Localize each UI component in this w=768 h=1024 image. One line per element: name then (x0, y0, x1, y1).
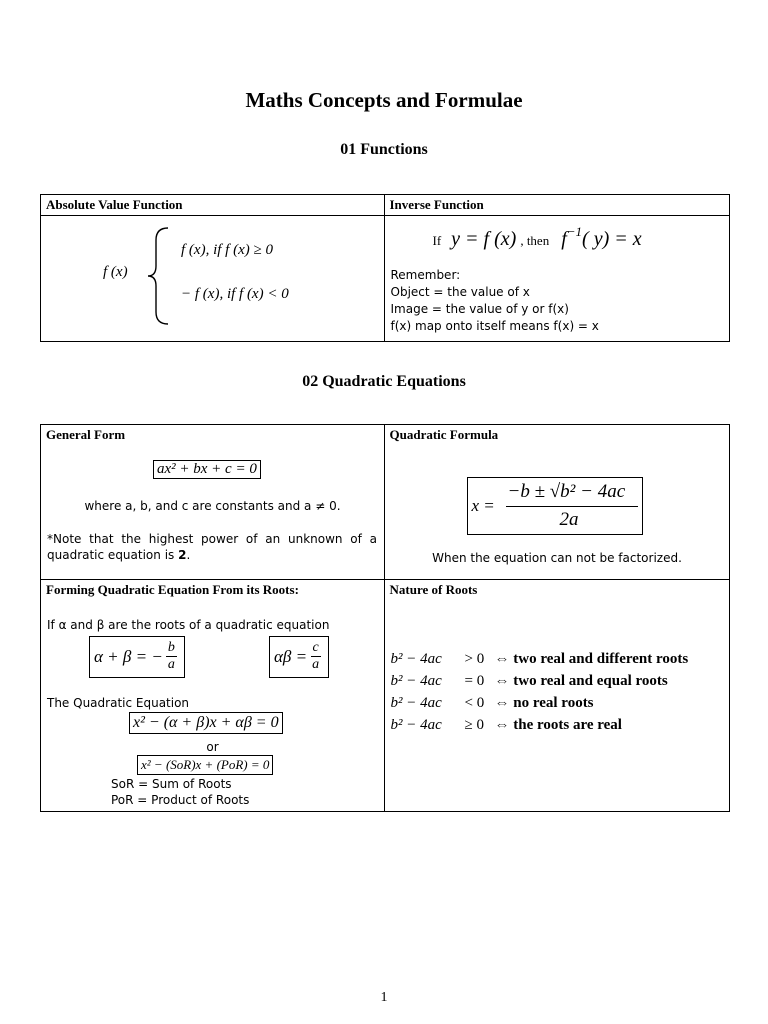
eq-inverse: $f^{-1}$( y) = x (561, 224, 642, 251)
then-word: , then (520, 233, 550, 249)
equation-alt: x² − (SoR)x + (PoR) = 0 (137, 755, 273, 775)
header-general-form: General Form (46, 427, 126, 442)
forming-equation-cell (41, 580, 385, 812)
nature-row-nonnegative: b² − 4ac ≥ 0 ⇔ the roots are real (390, 717, 622, 733)
inverse-notes (391, 267, 599, 335)
equation-main: x² − (α + β)x + αβ = 0 (129, 712, 283, 734)
sor-definition: SoR = Sum of Roots (111, 777, 232, 791)
formula-lhs: x = (471, 496, 495, 515)
sum-of-roots-box: α + β = − $\frac{b}{a}$ (89, 636, 185, 678)
abs-case-positive: f (x), if f (x) ≥ 0 (181, 242, 273, 258)
quadratic-formula-caption: When the equation can not be factorized. (432, 551, 682, 565)
header-absolute-value: Absolute Value Function (41, 195, 385, 216)
header-quadratic-formula: Quadratic Formula (389, 427, 499, 442)
general-form-where: where a, b, and c are constants and a ≠ 0. (84, 499, 341, 513)
abs-case-negative: − f (x), if f (x) < 0 (181, 286, 289, 302)
document-title: Maths Concepts and Formulae (245, 88, 523, 112)
nature-of-roots-list (391, 648, 689, 736)
roots-intro: If α and β are the roots of a quadratic equation (47, 618, 330, 632)
note-image: Image = the value of y or f(x) (390, 302, 569, 316)
por-definition: PoR = Product of Roots (111, 793, 250, 807)
product-of-roots-box: αβ = $\frac{c}{a}$ (269, 636, 329, 678)
left-brace-icon (146, 226, 172, 326)
quadratic-formula-cell (384, 425, 730, 580)
general-form-formula: ax² + bx + c = 0 (153, 460, 261, 479)
quadratic-table (40, 424, 730, 812)
nature-row-zero: b² − 4ac = 0 ⇔ two real and equal roots (390, 673, 668, 689)
if-word: If (432, 233, 442, 249)
note-map-itself: f(x) map onto itself means f(x) = x (390, 319, 599, 333)
sor-por-legend (111, 776, 249, 808)
section-heading-quadratic: 02 Quadratic Equations (302, 373, 466, 390)
formula-denominator: 2a (559, 509, 579, 530)
nature-of-roots-cell (384, 580, 730, 812)
abs-lhs: f (x) (103, 264, 128, 280)
quadratic-formula-box (467, 477, 643, 535)
or-label: or (206, 740, 219, 754)
header-forming-equation: Forming Quadratic Equation From its Roots: (46, 582, 299, 597)
fraction-bar (506, 506, 638, 507)
functions-table (40, 194, 730, 342)
header-nature-of-roots: Nature of Roots (389, 582, 478, 597)
nature-row-negative: b² − 4ac < 0 ⇔ no real roots (390, 695, 594, 711)
remember-label: Remember: (390, 268, 461, 282)
absolute-value-cell (41, 216, 385, 342)
inverse-function-cell (384, 216, 730, 342)
eq-y-fx: y = f (x) (451, 228, 517, 251)
quadratic-equation-label: The Quadratic Equation (47, 696, 190, 710)
nature-row-positive: b² − 4ac > 0 ⇔ two real and different roots (390, 651, 689, 667)
page-number: 1 (380, 990, 388, 1005)
general-form-note: *Note that the highest power of an unknown of a quadratic equation is 2. (47, 532, 377, 562)
note-object: Object = the value of x (390, 285, 530, 299)
section-heading-functions: 01 Functions (340, 141, 428, 158)
header-inverse-function: Inverse Function (384, 195, 730, 216)
inverse-equation (433, 224, 642, 251)
general-form-cell (41, 425, 385, 580)
formula-numerator: −b ± √b² − 4ac (507, 481, 626, 502)
